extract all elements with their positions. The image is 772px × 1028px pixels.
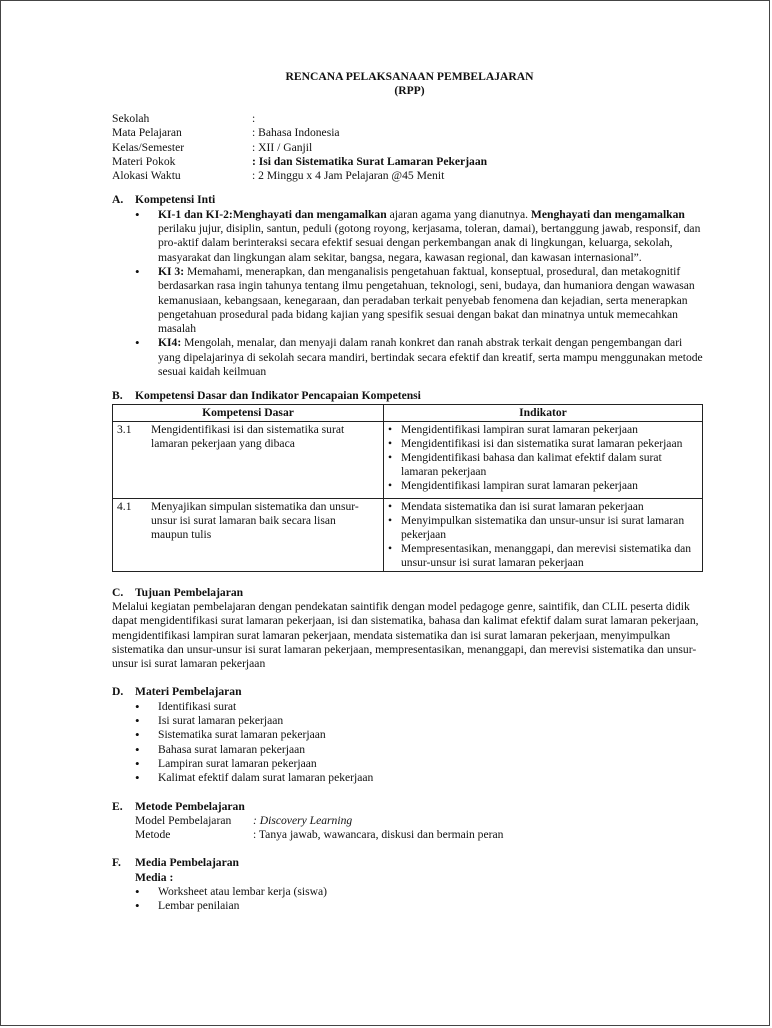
media-label: Media : xyxy=(135,870,174,884)
section-title: Metode Pembelajaran xyxy=(135,799,245,813)
model-row xyxy=(112,814,707,828)
identity-row xyxy=(112,112,707,126)
section-title: Kompetensi Inti xyxy=(135,193,216,207)
section-title: Materi Pembelajaran xyxy=(135,685,242,699)
indicator-item: • Mendata sistematika dan isi surat lamaran pekerjaan xyxy=(388,500,698,514)
identity-row xyxy=(112,126,707,140)
identity-value: : Isi dan Sistematika Surat Lamaran Pekerjaan xyxy=(252,154,488,168)
indicator-cell xyxy=(384,421,703,498)
table-header-indicator: Indikator xyxy=(384,404,703,421)
identity-row xyxy=(112,141,707,155)
identity-key: Mata Pelajaran xyxy=(112,126,182,140)
section-a-heading xyxy=(112,193,707,207)
meta-key: Model Pembelajaran xyxy=(135,813,232,827)
kd-cell xyxy=(113,498,384,571)
identity-key: Sekolah xyxy=(112,112,150,125)
document-title: RENCANA PELAKSANAAN PEMBELAJARAN xyxy=(285,70,534,83)
kd-indicator-table xyxy=(112,404,703,572)
ki-text: Mengolah, menalar, dan menyaji dalam ranah konkret dan ranah abstrak terkait dengan pengembangan dari yang dipelajarinya di sekolah secara mandiri, bertindak secara efektif dan kreatif, serta mampu menggunakan metode sesuai kaidah keilmuan xyxy=(158,336,703,379)
table-header-row xyxy=(113,404,703,421)
list-item: • Isi surat lamaran pekerjaan xyxy=(112,714,707,728)
section-f-heading xyxy=(112,856,707,870)
section-c-heading xyxy=(112,586,707,600)
meta-value: : Tanya jawab, wawancara, diskusi dan bermain peran xyxy=(253,828,504,842)
identity-value: : xyxy=(252,112,256,125)
section-number: D. xyxy=(112,685,124,699)
document-subtitle: (RPP) xyxy=(394,84,425,97)
indicator-item: • Mengidentifikasi isi dan sistematika surat lamaran pekerjaan xyxy=(388,437,698,451)
table-header-kd: Kompetensi Dasar xyxy=(113,404,384,421)
kd-text: Menyajikan simpulan sistematika dan unsur-unsur isi surat lamaran baik secara lisan maupun tulis xyxy=(151,499,359,541)
materi-list xyxy=(112,700,707,786)
list-item: • Sistematika surat lamaran pekerjaan xyxy=(112,728,707,742)
indicator-item: • Mengidentifikasi lampiran surat lamaran pekerjaan xyxy=(388,423,698,437)
section-b-heading xyxy=(112,389,707,403)
meta-key: Metode xyxy=(135,828,171,842)
kd-number: 4.1 xyxy=(117,499,132,513)
identity-block xyxy=(112,112,707,183)
indicator-item: • Mengidentifikasi bahasa dan kalimat efektif dalam surat lamaran pekerjaan xyxy=(388,451,698,479)
indicator-cell xyxy=(384,498,703,571)
section-title: Tujuan Pembelajaran xyxy=(135,585,244,599)
ki-text: Memahami, menerapkan, dan menganalisis pengetahuan faktual, konseptual, prosedural, dan metakognitif berdasarkan rasa ingin tahunya tentang ilmu pengetahuan, teknologi, seni, budaya, dan humaniora dengan wawasan kemanusiaan, kebangsaan, kenegaraan, dan peradaban terkait penyebab fenomena dan kejadian, serta menerapkan pengetahuan prosedural pada bidang kajian yang spesifik sesuai dengan bakat dan minatnya untuk memecahkan masalah xyxy=(158,264,695,336)
indicator-item: • Mengidentifikasi lampiran surat lamaran pekerjaan xyxy=(388,479,698,493)
indicator-item: • Menyimpulkan sistematika dan unsur-unsur isi surat lamaran pekerjaan xyxy=(388,514,698,542)
kd-text: Mengidentifikasi isi dan sistematika surat lamaran pekerjaan yang dibaca xyxy=(151,422,345,450)
ki-1-2-item xyxy=(112,208,707,265)
ki-label: KI4: xyxy=(158,336,182,350)
identity-value: : XII / Ganjil xyxy=(252,140,313,154)
section-title: Kompetensi Dasar dan Indikator Pencapaian Kompetensi xyxy=(135,389,421,403)
list-item: • Lembar penilaian xyxy=(112,899,707,913)
identity-key: Materi Pokok xyxy=(112,154,176,168)
metode-row xyxy=(112,828,707,842)
identity-row xyxy=(112,155,707,169)
rpp-document xyxy=(112,70,707,914)
list-item: • Worksheet atau lembar kerja (siswa) xyxy=(112,885,707,899)
ki-label: KI 3: xyxy=(158,264,185,278)
table-row xyxy=(113,421,703,498)
media-list xyxy=(112,885,707,914)
ki-text: perilaku jujur, disiplin, santun, peduli (gotong royong, kerjasama, toleran, damai), bertanggung jawab, responsif, dan pro-aktif dalam berinteraksi secara efektif sesuai dengan perkembangan anak di lingkungan, keluarga, sekolah, masyarakat dan lingkungan alam sekitar, bangsa, negara, kawasan regional, dan kawasan internasional”. xyxy=(158,222,701,264)
tujuan-paragraph: Melalui kegiatan pembelajaran dengan pendekatan saintifik dengan model pedagoge genre, saintifik, dan CLIL peserta didik dapat mengidentifikasi surat lamaran pekerjaan, isi dan sistematika, bahasa dan kalimat efektif dalam surat lamaran pekerjaan, mengidentifikasi lampiran surat lamaran pekerjaan, mendata sistematika dan isi surat lamaran pekerjaan, menyimpulkan sistematika dan unsur-unsur isi surat lamaran pekerjaan, mempresentasikan, menanggapi, dan merevisi sistematika dan unsur-unsur isi surat lamaran pekerjaan xyxy=(112,599,699,671)
section-d-heading xyxy=(112,685,707,699)
ki-4-item xyxy=(112,336,707,379)
ki-3-item xyxy=(112,265,707,336)
identity-value: : 2 Minggu x 4 Jam Pelajaran @45 Menit xyxy=(252,169,445,183)
section-number: A. xyxy=(112,193,124,207)
ki-label: KI-1 dan KI-2:Menghayati dan mengamalkan xyxy=(158,207,387,221)
identity-value: : Bahasa Indonesia xyxy=(252,126,340,140)
section-number: F. xyxy=(112,856,121,870)
kd-number: 3.1 xyxy=(117,422,132,436)
ki-label: Menghayati dan mengamalkan xyxy=(530,207,685,221)
section-number: E. xyxy=(112,799,123,813)
section-e-heading xyxy=(112,800,707,814)
ki-text: ajaran agama yang dianutnya. xyxy=(386,207,531,221)
indicator-list xyxy=(388,500,698,570)
indicator-list xyxy=(388,423,698,493)
list-item: • Identifikasi surat xyxy=(112,700,707,714)
identity-row xyxy=(112,169,707,183)
identity-key: Kelas/Semester xyxy=(112,140,185,154)
list-item: • Bahasa surat lamaran pekerjaan xyxy=(112,743,707,757)
section-number: B. xyxy=(112,389,123,403)
list-item: • Kalimat efektif dalam surat lamaran pekerjaan xyxy=(112,771,707,785)
section-title: Media Pembelajaran xyxy=(135,856,239,870)
list-item: • Lampiran surat lamaran pekerjaan xyxy=(112,757,707,771)
kompetensi-inti-list xyxy=(112,208,707,380)
identity-key: Alokasi Waktu xyxy=(112,169,181,183)
meta-value: : Discovery Learning xyxy=(253,813,353,827)
table-row xyxy=(113,498,703,571)
indicator-item: • Mempresentasikan, menanggapi, dan merevisi sistematika dan unsur-unsur isi surat lamaran pekerjaan xyxy=(388,542,698,570)
section-number: C. xyxy=(112,585,124,599)
kd-cell xyxy=(113,421,384,498)
